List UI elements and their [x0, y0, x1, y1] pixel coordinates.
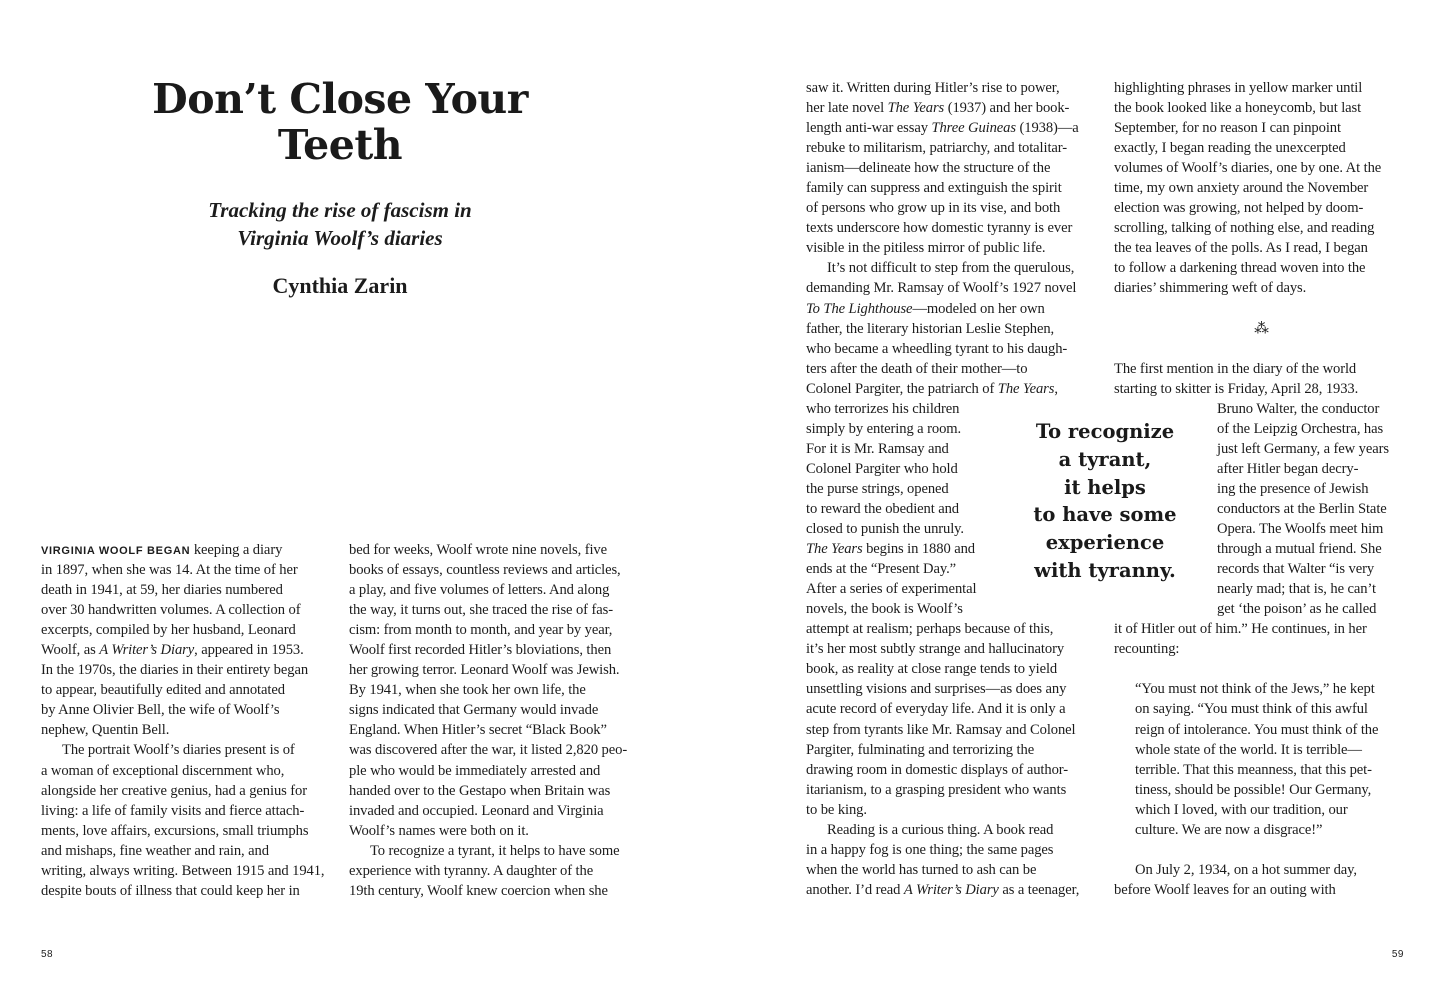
- text-line: and mishaps, fine weather and rain, and: [41, 842, 269, 859]
- text-line: alongside her creative genius, had a genius for: [41, 782, 307, 799]
- text-line: saw it. Written during Hitler’s rise to power,: [806, 80, 1060, 96]
- text-line: In the 1970s, the diaries in their entirety began: [41, 662, 309, 679]
- text-line: nephew, Quentin Bell.: [41, 722, 170, 739]
- text-line: despite bouts of illness that could keep her in: [41, 882, 300, 899]
- text-line: Reading is a curious thing. A book read: [827, 821, 1054, 838]
- text-line: the way, it turns out, she traced the rise of fas-: [349, 602, 613, 619]
- text-line: Woolf’s names were both on it.: [349, 822, 529, 839]
- text-line: demanding Mr. Ramsay of Woolf’s 1927 novel: [806, 280, 1077, 297]
- text-line: closed to punish the unruly.: [806, 521, 964, 538]
- text-line: living: a life of family visits and fierce attach-: [41, 802, 305, 819]
- book-title: The Years: [887, 100, 945, 117]
- text-line: exactly, I began reading the unexcerpted: [1114, 140, 1346, 157]
- pull-quote-line: experience: [1045, 531, 1165, 555]
- text-line: drawing room in domestic displays of author-: [806, 761, 1069, 778]
- text-line: By 1941, when she took her own life, the: [349, 682, 586, 699]
- text-line: starting to skitter is Friday, April 28, 1933.: [1114, 380, 1359, 397]
- text-line: before Woolf leaves for an outing with: [1114, 881, 1336, 898]
- left-page: [0, 0, 722, 1001]
- text-line: scrolling, talking of nothing else, and reading: [1114, 220, 1375, 237]
- book-title: A Writer’s Diary: [903, 881, 999, 898]
- text-line: the purse strings, opened: [806, 480, 949, 497]
- text-line: novels, the book is Woolf’s: [806, 601, 963, 618]
- text-line: England. When Hitler’s secret “Black Book”: [349, 722, 607, 739]
- blockquote-line: tiness, should be possible! Our Germany,: [1135, 781, 1372, 798]
- text-line: Colonel Pargiter, the patriarch of The Years,: [806, 380, 1058, 397]
- text-line: Bruno Walter, the conductor: [1217, 400, 1380, 417]
- text-line: who became a wheedling tyrant to his daugh-: [806, 340, 1068, 357]
- text-line: The first mention in the diary of the world: [1114, 360, 1357, 377]
- text-line: when the world has turned to ash can be: [806, 861, 1037, 878]
- article-title: [140, 76, 540, 168]
- text-line: by Anne Olivier Bell, the wife of Woolf’s: [41, 702, 280, 719]
- text-line: It’s not difficult to step from the querulous,: [827, 260, 1075, 277]
- text-line: death in 1941, at 59, her diaries numbered: [41, 582, 283, 599]
- text-line: To The Lighthouse—modeled on her own: [806, 300, 1045, 317]
- text-line: handed over to the Gestapo when Britain was: [349, 782, 611, 799]
- text-line: her late novel The Years (1937) and her book-: [806, 100, 1070, 117]
- text-line: it’s her most subtly strange and hallucinatory: [806, 641, 1065, 658]
- right-page: [722, 0, 1445, 1001]
- text-line: ianism—delineate how the structure of the: [806, 160, 1051, 177]
- book-title: Three Guineas: [931, 120, 1016, 137]
- pull-quote-line: a tyrant,: [1058, 447, 1152, 471]
- subtitle-line: Virginia Woolf’s diaries: [237, 226, 443, 250]
- text-line: records that Walter “is very: [1217, 561, 1375, 578]
- text-line: excerpts, compiled by her husband, Leonard: [41, 622, 296, 639]
- text-line: cism: from month to month, and year by year,: [349, 622, 613, 639]
- text-line: time, my own anxiety around the November: [1114, 180, 1369, 197]
- text-line: Woolf, as A Writer’s Diary, appeared in 1953.: [41, 642, 304, 659]
- text-line: bed for weeks, Woolf wrote nine novels, five: [349, 542, 607, 558]
- text-line: to appear, beautifully edited and annotated: [41, 682, 285, 699]
- text-line: ends at the “Present Day.”: [806, 561, 957, 578]
- pull-quote-line: To recognize: [1035, 420, 1175, 443]
- blockquote-line: “You must not think of the Jews,” he kept: [1135, 681, 1375, 698]
- pull-quote-line: to have some: [1033, 503, 1177, 527]
- text-line: conductors at the Berlin State: [1217, 500, 1387, 517]
- text-line: through a mutual friend. She: [1217, 541, 1382, 558]
- text-line: signs indicated that Germany would invade: [349, 702, 599, 719]
- text-column-2: [349, 540, 649, 901]
- text-column-1: [41, 540, 331, 901]
- book-title: The Years: [806, 541, 863, 558]
- text-line: ments, love affairs, excursions, small triumphs: [41, 822, 309, 839]
- text-line: Woolf first recorded Hitler’s bloviations, then: [349, 642, 612, 659]
- title-line: Don’t Close Your: [152, 75, 528, 123]
- text-line: who terrorizes his children: [806, 400, 960, 417]
- text-line: length anti-war essay Three Guineas (1938)—a: [806, 120, 1079, 137]
- page-number: 58: [41, 949, 54, 960]
- text-line: step from tyrants like Mr. Ramsay and Colonel: [806, 721, 1076, 738]
- text-line: over 30 handwritten volumes. A collection of: [41, 602, 301, 619]
- text-line: Pargiter, fulminating and terrorizing the: [806, 741, 1035, 758]
- text-line: After a series of experimental: [806, 581, 977, 598]
- text-line: highlighting phrases in yellow marker until: [1114, 80, 1363, 96]
- text-line: rebuke to militarism, patriarchy, and totalitar-: [806, 140, 1068, 157]
- pull-quote-line: it helps: [1064, 475, 1146, 499]
- text-line: To recognize a tyrant, it helps to have some: [370, 842, 620, 859]
- text-line: it of Hitler out of him.” He continues, in her: [1114, 621, 1367, 638]
- text-line: to reward the obedient and: [806, 500, 960, 517]
- text-line: ple who would be immediately arrested and: [349, 762, 601, 779]
- text-line: ing the presence of Jewish: [1217, 480, 1369, 497]
- book-title: A Writer’s Diary: [99, 642, 195, 659]
- blockquote-line: culture. We are now a disgrace!”: [1135, 821, 1323, 838]
- section-break-ornament: ⁂: [1254, 320, 1269, 337]
- text-line: get ‘the poison’ as he called: [1217, 601, 1377, 618]
- text-line: acute record of everyday life. And it is only a: [806, 701, 1066, 718]
- text-line: recounting:: [1114, 641, 1180, 658]
- article-subtitle: [140, 196, 540, 252]
- text-line: another. I’d read A Writer’s Diary as a teenager,: [806, 881, 1080, 898]
- text-line: The portrait Woolf’s diaries present is of: [62, 742, 295, 759]
- text-line: a woman of exceptional discernment who,: [41, 762, 285, 779]
- text-line: was discovered after the war, it listed 2,820 peo-: [349, 742, 628, 759]
- text-line: On July 2, 1934, on a hot summer day,: [1135, 861, 1357, 878]
- text-line: to be king.: [806, 801, 867, 818]
- text-line: experience with tyranny. A daughter of the: [349, 862, 594, 879]
- text-line: texts underscore how domestic tyranny is ever: [806, 220, 1073, 237]
- subtitle-line: Tracking the rise of fascism in: [208, 198, 472, 222]
- text-line: to follow a darkening thread woven into the: [1114, 260, 1366, 277]
- text-line: Colonel Pargiter who hold: [806, 460, 958, 477]
- text-line: books of essays, countless reviews and articles,: [349, 562, 621, 579]
- text-line: her growing terror. Leonard Woolf was Jewish.: [349, 662, 620, 679]
- text-line: VIRGINIA WOOLF BEGAN keeping a diary: [41, 542, 283, 558]
- text-line: ters after the death of their mother—to: [806, 360, 1028, 377]
- book-title: To The Lighthouse: [806, 300, 913, 317]
- text-line: a play, and five volumes of letters. And along: [349, 582, 610, 599]
- text-line: nearly mad; that is, he can’t: [1217, 581, 1376, 598]
- lead-in: VIRGINIA WOOLF BEGAN: [41, 545, 191, 557]
- pull-quote-line: with tyranny.: [1034, 558, 1176, 582]
- blockquote-line: terrible. That this meanness, that this pet-: [1135, 761, 1372, 778]
- title-line: Teeth: [277, 121, 403, 169]
- text-line: family can suppress and extinguish the spirit: [806, 180, 1062, 197]
- text-line: the book looked like a honeycomb, but last: [1114, 100, 1362, 117]
- text-line: book, as reality at close range tends to yield: [806, 661, 1058, 678]
- text-line: diaries’ shimmering weft of days.: [1114, 280, 1307, 297]
- text-line: in 1897, when she was 14. At the time of her: [41, 562, 298, 579]
- text-line: election was growing, not helped by doom-: [1114, 200, 1364, 217]
- text-line: simply by entering a room.: [806, 420, 962, 437]
- text-line: The Years begins in 1880 and: [806, 541, 975, 558]
- text-line: itarianism, to a grasping president who wants: [806, 781, 1067, 798]
- text-line: attempt at realism; perhaps because of this,: [806, 621, 1054, 638]
- text-column-4: [1114, 78, 1409, 900]
- blockquote-line: whole state of the world. It is terrible—: [1135, 741, 1362, 758]
- text-line: of the Leipzig Orchestra, has: [1217, 420, 1384, 437]
- text-line: For it is Mr. Ramsay and: [806, 440, 949, 457]
- blockquote-line: which I loved, with our tradition, our: [1135, 801, 1348, 818]
- book-title: The Years: [997, 380, 1055, 397]
- page-number: 59: [1391, 949, 1404, 960]
- author-byline: Cynthia Zarin: [272, 273, 408, 298]
- text-line: 19th century, Woolf knew coercion when she: [349, 882, 608, 899]
- text-line: September, for no reason I can pinpoint: [1114, 120, 1341, 137]
- blockquote-line: on saying. “You must think of this awful: [1135, 701, 1368, 718]
- text-line: just left Germany, a few years: [1217, 440, 1389, 457]
- text-line: in a happy fog is one thing; the same pages: [806, 841, 1054, 858]
- text-line: father, the literary historian Leslie Stephen,: [806, 320, 1055, 337]
- text-line: writing, always writing. Between 1915 and 1941,: [41, 862, 325, 879]
- text-line: of persons who grow up in its vise, and both: [806, 200, 1061, 217]
- text-line: volumes of Woolf’s diaries, one by one. At the: [1114, 160, 1382, 177]
- blockquote-line: reign of intolerance. You must think of the: [1135, 721, 1379, 738]
- text-line: the tea leaves of the polls. As I read, I began: [1114, 240, 1368, 257]
- text-line: visible in the pitiless mirror of public life.: [806, 240, 1046, 257]
- text-line: unsettling visions and surprises—as does any: [806, 681, 1067, 698]
- text-line: after Hitler began decry-: [1217, 460, 1359, 477]
- text-line: Opera. The Woolfs meet him: [1217, 521, 1384, 538]
- text-line: invaded and occupied. Leonard and Virginia: [349, 802, 604, 819]
